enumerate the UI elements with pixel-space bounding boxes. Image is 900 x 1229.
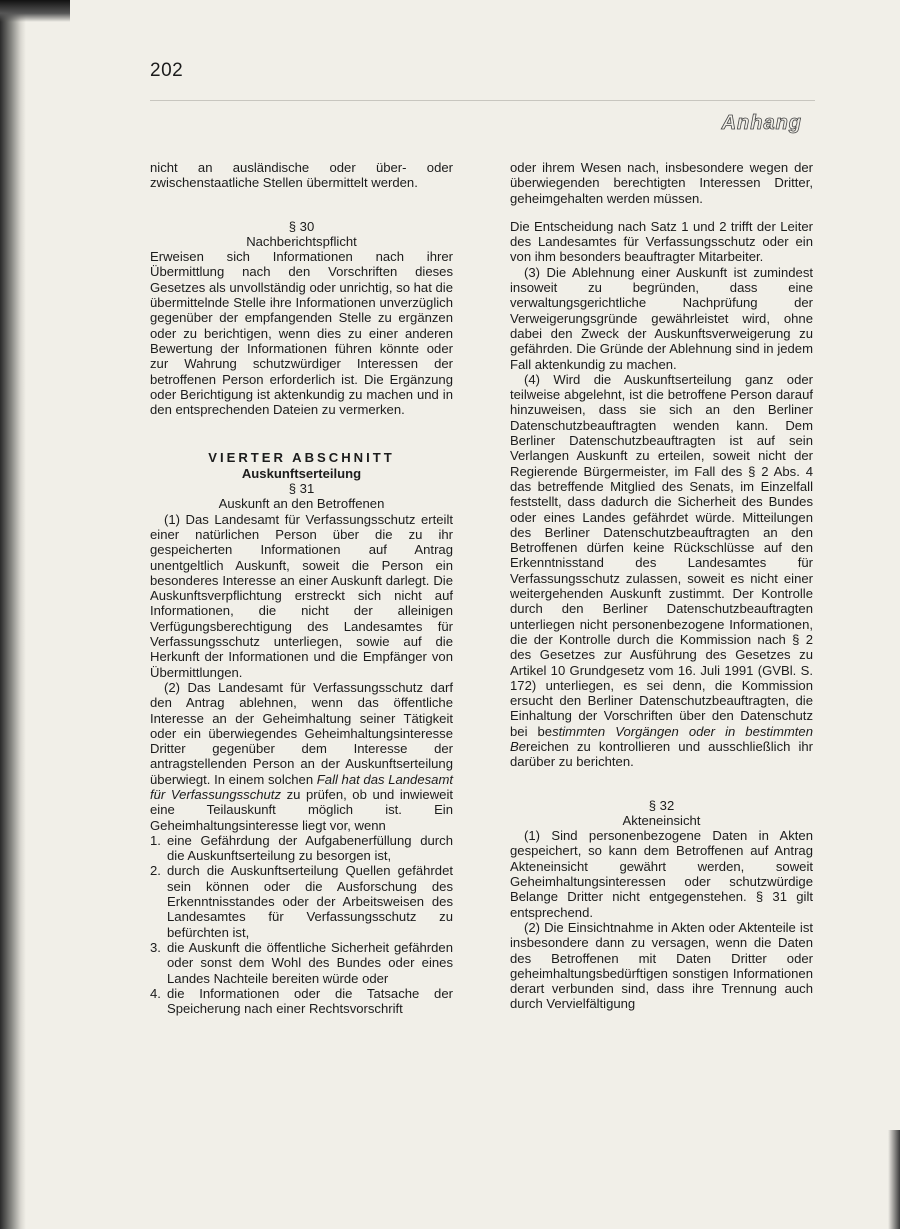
section-31-paragraph-3: (3) Die Ablehnung einer Auskunft ist zumindest insoweit zu begründen, dass eine verwaltungsgerichtliche Nachprüfung der Verweigerungsgründe gewährleistet wird, ohne dabei den Zweck der Auskunftsverweigerung zu gefährden. Die Gründe der Ablehnung sind in jedem Fall aktenkundig zu machen. — [510, 264, 813, 372]
scan-edge-mark — [888, 1130, 900, 1229]
list-item: 4. die Informationen oder die Tatsache der Speicherung nach einer Rechtsvorschrift — [150, 985, 453, 1017]
section-31-paragraph-1: (1) Das Landesamt für Verfassungsschutz erteilt einer natürlichen Person über die zu ihr gespeicherten Informationen auf Antrag unentgeltlich Auskunft, soweit die Person ein besonderes Interesse an einer Auskunft darlegt. Die Auskunftsverpflichtung erstreckt sich nicht auf Informationen, die nicht der alleinigen Verfügungsberechtigung des Landesamtes für Verfassungsschutz unterliegen, sowie auf die Herkunft der Informationen und die Empfänger von Übermittlungen. — [150, 511, 453, 680]
carryover-text-right: oder ihrem Wesen nach, insbesondere wegen der überwiegenden berechtigten Interessen Dritter, geheimgehalten werden müssen. — [510, 160, 813, 206]
section-31-title: Auskunft an den Betroffenen — [218, 496, 385, 512]
left-column — [150, 160, 453, 1016]
section-32-paragraph-2: (2) Die Einsichtnahme in Akten oder Aktenteile ist insbesondere dann zu versagen, wenn die Daten des Betroffenen mit Daten Dritter oder geheimhaltungsbedürftigen sonstigen Informationen derart verbunden sind, dass ihre Trennung auch durch Vervielfältigung — [510, 919, 813, 1012]
section-31-paragraph-2: (2) Das Landesamt für Verfassungsschutz darf den Antrag ablehnen, wenn das öffentliche Interesse an der Geheimhaltung seiner Tätigkeit oder ein überwiegendes Geheimhaltungsinteresse Dritter gegenüber dem Interesse der antragstellenden Person an der Auskunftserteilung überwiegt. In einem solchen Fall hat das Landesamt für Verfassungsschutz zu prüfen, ob und inwieweit eine Teilauskunft möglich ist. Ein Geheimhaltungsinteresse liegt vor, wenn — [150, 679, 453, 833]
list-item: 3. die Auskunft die öffentliche Sicherheit gefährden oder sonst dem Wohl des Bundes oder eines Landes Nachteile bereiten würde oder — [150, 939, 453, 986]
part-heading: VIERTER ABSCHNITT — [208, 450, 395, 466]
header-rule — [150, 100, 815, 101]
section-31-paragraph-4: (4) Wird die Auskunftserteilung ganz oder teilweise abgelehnt, ist die betroffene Person darauf hinzuweisen, dass sie sich an den Berliner Datenschutzbeauftragten wenden kann. Dem Berliner Datenschutzbeauftragten ist auf sein Verlangen Auskunft zu erteilen, soweit nicht der Regierende Bürgermeister, im Fall des § 2 Abs. 4 das betreffende Mitglied des Senats, im Einzelfall feststellt, dass dadurch die Sicherheit des Bundes oder eines Landes gefährdet würde. Mitteilungen des Berliner Datenschutzbeauftragten an den Betroffenen dürfen keine Rückschlüsse auf den Erkenntnisstand des Landesamtes für Verfassungsschutz zulassen, soweit es nicht einer weitergehenden Auskunft zustimmt. Der Kontrolle durch den Berliner Datenschutzbeauftragten unterliegen nicht personenbezogene Informationen, die der Kontrolle durch die Kommission nach § 2 des Gesetzes zur Ausführung des Gesetzes zu Artikel 10 Grundgesetz vom 16. Juli 1991 (GVBl. S. 172) unterliegen, es sei denn, die Kommission ersucht den Berliner Datenschutzbeauftragten, die Einhaltung der Vorschriften über den Datenschutz bei bestimmten Vorgängen oder in bestimmten Bereichen zu kontrollieren und ausschließlich ihr darüber zu berichten. — [510, 371, 813, 770]
scan-binding-shadow — [0, 0, 26, 1229]
list-item: 2. durch die Auskunftserteilung Quellen gefährdet sein können oder die Ausforschung des Erkenntnisstandes oder der Arbeitsweisen des Landesamtes für Verfassungsschutz zu befürchten ist, — [150, 863, 453, 940]
section-30-text: Erweisen sich Informationen nach ihrer Übermittlung nach den Vorschriften dieses Gesetzes als unvollständig oder unrichtig, so hat die übermittelnde Stelle ihre Informationen unverzüglich gegenüber der empfangenden Stelle zu ergänzen oder zu berichtigen, wenn dies zu einer anderen Bewertung der Informationen führen könnte oder zur Wahrung schutzwürdiger Interessen der betroffenen Person erforderlich ist. Die Ergänzung oder Berichtigung ist aktenkundig zu machen und in den entsprechenden Dateien zu vermerken. — [150, 249, 453, 418]
right-column — [510, 160, 813, 1012]
section-32-paragraph-1: (1) Sind personenbezogene Daten in Akten gespeichert, so kann dem Betroffenen auf Antrag Akteneinsicht gewährt werden, soweit Geheimhaltungsinteressen oder schutzwürdige Belange Dritter nicht entgegenstehen. § 31 gilt entsprechend. — [510, 828, 813, 920]
italic-phrase: stimmten Vorgängen oder in bestimmten Be — [510, 723, 813, 754]
section-30-title: Nachberichtspflicht — [246, 233, 357, 249]
section-30-number: § 30 — [288, 218, 315, 234]
carryover-text-left: nicht an ausländische oder über- oder zwischenstaatliche Stellen übermittelt werden. — [150, 160, 453, 191]
decision-paragraph: Die Entscheidung nach Satz 1 und 2 trifft der Leiter des Landesamtes für Verfassungsschutz oder ein von ihm besonders beauftragter Mitarbeiter. — [510, 218, 813, 265]
section-32-title: Akteneinsicht — [622, 812, 701, 828]
scan-corner-shadow — [0, 0, 70, 22]
section-31-number: § 31 — [288, 481, 315, 497]
section-32-number: § 32 — [648, 797, 675, 813]
section-label: Anhang — [721, 112, 802, 134]
part-subheading: Auskunftserteilung — [241, 465, 362, 481]
page-number: 202 — [150, 60, 184, 81]
italic-phrase: Fall hat das Landesamt für Verfassungsschutz — [150, 771, 453, 802]
list-item: 1. eine Gefährdung der Aufgabenerfüllung durch die Auskunftserteilung zu besorgen ist, — [150, 832, 453, 864]
reasons-list — [150, 833, 453, 1017]
